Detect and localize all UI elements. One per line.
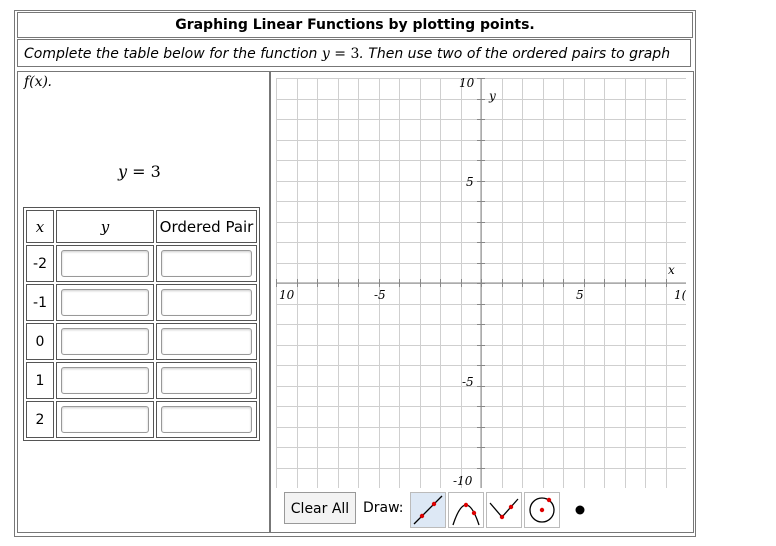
y-axis-label: y [489, 89, 496, 103]
circle-tool-icon [525, 493, 559, 527]
coordinate-grid[interactable] [276, 78, 686, 488]
equation-val: 3 [150, 162, 161, 181]
pair-cell [156, 284, 257, 321]
header-x [26, 210, 54, 243]
header-ordered-pair [156, 210, 257, 243]
x-cell: -2 [26, 245, 54, 282]
values-table [23, 207, 260, 441]
table-row [26, 323, 257, 360]
x-cell: 2 [26, 401, 54, 438]
instr-eq-val: 3 [350, 46, 360, 62]
absolute-value-tool-button[interactable] [486, 492, 522, 528]
header-y-label: y [100, 217, 110, 236]
x-tick-neg10: 10 [279, 288, 295, 302]
x-tick-10: 1( [674, 288, 686, 302]
table-row [26, 401, 257, 438]
equation-label [118, 162, 161, 181]
x-cell: 1 [26, 362, 54, 399]
y-cell [56, 401, 154, 438]
equation-op: = [127, 162, 151, 181]
y-tick-neg5: -5 [462, 375, 474, 389]
pair-cell [156, 323, 257, 360]
y-cell [56, 284, 154, 321]
y-cell [56, 362, 154, 399]
y-tick-10: 10 [459, 78, 475, 90]
pair-cell [156, 401, 257, 438]
instr-eq-op: = [329, 46, 351, 62]
y-input[interactable] [61, 289, 149, 316]
table-row [26, 284, 257, 321]
line-tool-icon [411, 493, 445, 527]
table-row [26, 245, 257, 282]
y-input[interactable] [61, 328, 149, 355]
draw-label: Draw: [363, 500, 404, 516]
table-header-row [26, 210, 257, 243]
x-cell: 0 [26, 323, 54, 360]
parabola-tool-icon [449, 493, 483, 527]
instr-end: . [48, 74, 53, 90]
x-cell: -1 [26, 284, 54, 321]
y-input[interactable] [61, 406, 149, 433]
header-x-label: x [35, 217, 45, 236]
point-tool-button[interactable] [562, 492, 598, 528]
page-title: Graphing Linear Functions by plotting points. [17, 12, 693, 38]
clear-all-button[interactable]: Clear All [284, 492, 356, 524]
ordered-pair-input[interactable] [161, 328, 252, 355]
y-tick-neg10: -10 [453, 474, 473, 488]
y-tick-5: 5 [466, 175, 474, 189]
y-cell [56, 323, 154, 360]
parabola-tool-button[interactable] [448, 492, 484, 528]
instr-mid: . Then use two of the ordered pairs to graph [359, 46, 671, 62]
header-pair-label: Ordered Pair [159, 217, 254, 236]
pair-cell [156, 245, 257, 282]
instr-prefix: Complete the table below for the function [24, 46, 322, 62]
ordered-pair-input[interactable] [161, 406, 252, 433]
y-input[interactable] [61, 250, 149, 277]
y-cell [56, 245, 154, 282]
y-input[interactable] [61, 367, 149, 394]
point-tool-icon [563, 493, 597, 527]
instr-eq-var: y [321, 46, 330, 62]
circle-tool-button[interactable] [524, 492, 560, 528]
ordered-pair-input[interactable] [161, 367, 252, 394]
line-tool-button[interactable] [410, 492, 446, 528]
x-tick-5: 5 [576, 288, 584, 302]
x-axis-label: x [668, 263, 675, 277]
x-tick-neg5: -5 [374, 288, 386, 302]
ordered-pair-input[interactable] [161, 250, 252, 277]
ordered-pair-input[interactable] [161, 289, 252, 316]
header-y [56, 210, 154, 243]
equation-var: y [118, 162, 128, 181]
pair-cell [156, 362, 257, 399]
table-row [26, 362, 257, 399]
absolute-value-tool-icon [487, 493, 521, 527]
instr-fx: f(x) [24, 74, 49, 90]
